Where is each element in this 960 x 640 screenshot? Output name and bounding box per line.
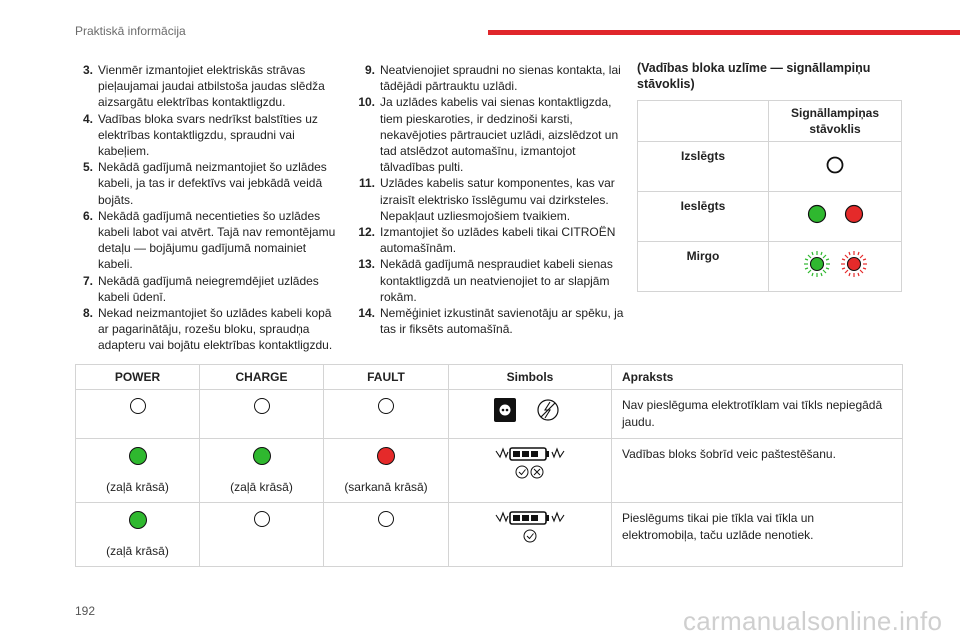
description-cell: Pieslēgums tikai pie tīkla vai tīkla un elektromobiļa, taču uzlāde nenotiek. xyxy=(612,503,903,567)
charge-cell xyxy=(200,439,324,503)
watermark-text: carmanualsonline.info xyxy=(683,606,943,636)
list-number: 9. xyxy=(364,63,375,77)
list-number: 13. xyxy=(358,257,375,272)
list-item xyxy=(70,111,342,160)
lamp-off-icon xyxy=(130,398,146,414)
list-item xyxy=(70,305,342,354)
legend-empty-cell xyxy=(638,101,769,142)
list-number: 8. xyxy=(82,306,93,321)
charge-cell xyxy=(200,390,324,439)
lamp-off-icon xyxy=(378,511,394,527)
power-cell xyxy=(76,390,200,439)
lamp-off-icon xyxy=(254,398,270,414)
color-caption: (zaļā krāsā) xyxy=(106,544,169,558)
list-text: Neměģiniet izkustināt savienotāju ar spēku, ja tas ir fiksēts automašīnā. xyxy=(380,306,624,337)
table-row xyxy=(76,390,903,439)
table-row xyxy=(76,439,903,503)
list-text: Uzlādes kabelis satur komponentes, kas var izraisīt elektrisko īsslēgumu vai dzirksteles. Nepakļaut uzliesmojošiem tvaikiem. xyxy=(380,176,615,223)
list-text: Neatvienojiet spraudni no sienas kontakta, lai tādējādi pārtrauktu uzlādi. xyxy=(380,63,621,94)
fault-cell xyxy=(324,439,449,503)
lamp-off-icon xyxy=(378,398,394,414)
list-text: Vadības bloka svars nedrīkst balstīties uz elektrības kontaktligzdu, spraudni vai kabeļiem. xyxy=(98,111,318,159)
lamp-green-icon xyxy=(253,447,271,465)
list-text: Nekādā gadījumā neizmantojiet šo uzlādes kabeli, ja tas ir defektīvs vai jebkādā veidā bojāts. xyxy=(98,160,327,207)
list-number: 11. xyxy=(358,176,375,191)
list-number: 4. xyxy=(82,111,93,126)
legend-label: Izslēgts xyxy=(638,142,769,192)
header-accent-bar xyxy=(488,30,960,35)
color-caption: (zaļā krāsā) xyxy=(230,480,293,494)
fault-cell xyxy=(324,390,449,439)
column-header-symbol: Simbols xyxy=(449,365,612,390)
lamp-off-icon xyxy=(254,511,270,527)
safety-list-left xyxy=(70,62,342,354)
power-cell xyxy=(76,439,200,503)
list-text: Izmantojiet šo uzlādes kabeli tikai CITROËN automašīnām. xyxy=(380,225,616,256)
legend-label: Mirgo xyxy=(638,242,769,292)
battery-connected-icon xyxy=(490,509,570,545)
lamp-green-icon xyxy=(129,511,147,529)
list-item xyxy=(70,273,342,305)
legend-title: (Vadības bloka uzlīme — signāllampiņu stāvoklis) xyxy=(637,61,871,91)
fault-cell xyxy=(324,503,449,567)
color-caption: (sarkanā krāsā) xyxy=(344,480,428,494)
lamp-on-icon xyxy=(770,192,900,238)
list-number: 6. xyxy=(82,208,93,223)
list-text: Nekādā gadījumā necentieties šo uzlādes kabeli labot vai atvērt. Tajā nav remontējamu detaļu — bojājumu gadījumā nomainiet kabeli. xyxy=(98,208,336,272)
indicator-legend-table xyxy=(637,100,902,292)
list-number: 7. xyxy=(82,273,93,288)
list-text: Ja uzlādes kabelis vai sienas kontaktligzda, tiem pieskaroties, ir dedzinoši karsti, nekavējoties pārtrauciet uzlādi, aizslēdzot un tad atslēdzot automašīnu, izmantojot tālvadības pulti. xyxy=(380,95,619,175)
symbol-cell xyxy=(449,503,612,567)
list-number: 5. xyxy=(82,160,93,175)
column-header-power: POWER xyxy=(76,365,200,390)
list-item xyxy=(352,94,624,175)
list-item xyxy=(352,224,624,256)
no-mains-plug-icon xyxy=(490,396,570,426)
lamp-blinking-icon xyxy=(770,242,900,288)
column-header-charge: CHARGE xyxy=(200,365,324,390)
safety-list-right xyxy=(352,62,624,337)
charge-cell xyxy=(200,503,324,567)
legend-row-blink xyxy=(638,242,902,292)
battery-selftest-icon xyxy=(490,445,570,481)
table-row xyxy=(76,503,903,567)
column-header-description: Apraksts xyxy=(612,365,903,390)
list-number: 3. xyxy=(82,63,93,77)
lamp-green-icon xyxy=(129,447,147,465)
list-number: 14. xyxy=(358,306,375,321)
legend-symbol-cell xyxy=(769,142,902,192)
list-item xyxy=(70,159,342,208)
list-text: Nekādā gadījumā neiegremdējiet uzlādes kabeli ūdenī. xyxy=(98,273,319,304)
list-text: Nekādā gadījumā nespraudiet kabeli sienas kontaktligzdā un neatvienojiet to ar slapjām rokām. xyxy=(380,257,613,304)
list-number: 10. xyxy=(358,95,375,110)
description-cell: Vadības bloks šobrīd veic paštestēšanu. xyxy=(612,439,903,503)
legend-header: Signāllampiņas stāvoklis xyxy=(769,101,902,142)
list-item xyxy=(70,208,342,273)
lamp-off-icon xyxy=(770,142,900,188)
column-header-fault: FAULT xyxy=(324,365,449,390)
legend-symbol-cell xyxy=(769,242,902,292)
status-table xyxy=(75,364,903,567)
list-text: Vienmēr izmantojiet elektriskās strāvas pieļaujamai jaudai atbilstoša jaudas slēdža aizsargātu elektrības kontaktligzdu. xyxy=(98,63,325,110)
legend-row-off xyxy=(638,142,902,192)
list-item xyxy=(352,305,624,337)
list-item xyxy=(352,256,624,305)
list-item xyxy=(352,175,624,224)
legend-label: Ieslēgts xyxy=(638,192,769,242)
header-section-title: Praktiskā informācija xyxy=(75,24,186,38)
symbol-cell xyxy=(449,390,612,439)
list-item xyxy=(352,62,624,94)
list-number: 12. xyxy=(358,225,375,240)
page-number: 192 xyxy=(75,604,96,618)
lamp-red-icon xyxy=(377,447,395,465)
legend-row-on xyxy=(638,192,902,242)
legend-symbol-cell xyxy=(769,192,902,242)
color-caption: (zaļā krāsā) xyxy=(106,480,169,494)
list-item xyxy=(70,62,342,111)
list-text: Nekad neizmantojiet šo uzlādes kabeli kopā ar pagarinātāju, rozešu bloku, spraudņa adapteru vai bojātu elektrības kontaktligzdu. xyxy=(98,306,333,353)
status-table-header xyxy=(76,365,903,390)
description-cell: Nav pieslēguma elektrotīklam vai tīkls nepiegādā jaudu. xyxy=(612,390,903,439)
power-cell xyxy=(76,503,200,567)
symbol-cell xyxy=(449,439,612,503)
